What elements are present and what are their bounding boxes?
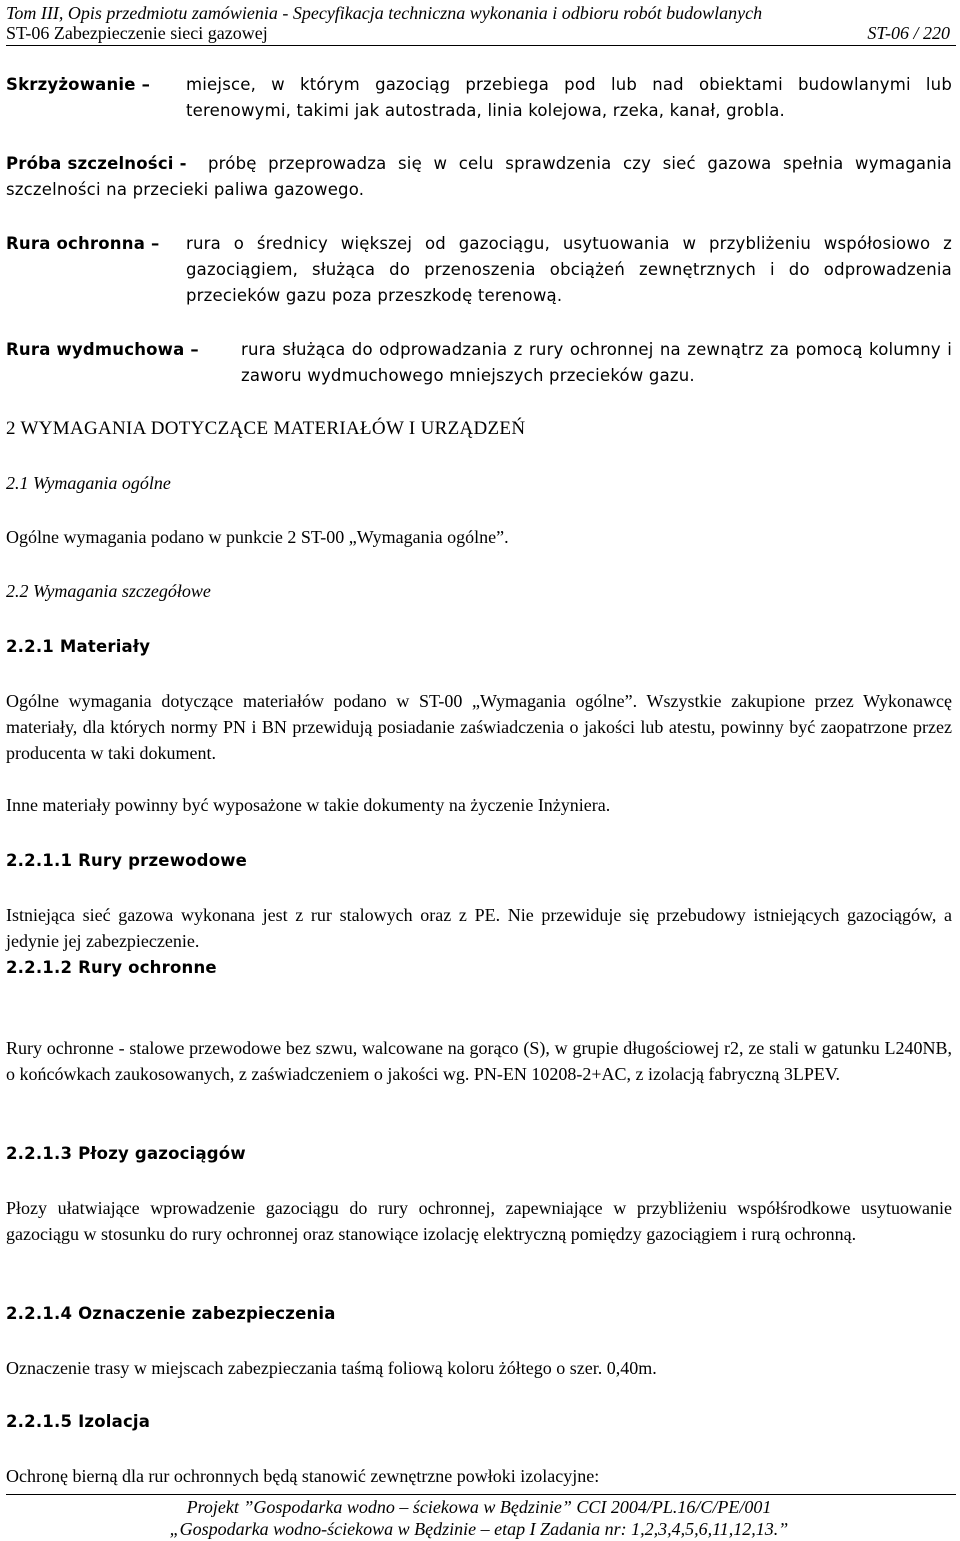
subsection-heading-2-1: 2.1 Wymagania ogólne (6, 473, 171, 493)
subsection-heading-2-2-1-3: 2.2.1.3 Płozy gazociągów (6, 1144, 246, 1163)
header-subtitle (6, 22, 952, 44)
paragraph-2-1: Ogólne wymagania podano w punkcie 2 ST-00 „Wymagania ogólne”. (6, 527, 509, 547)
footer-task: „Gospodarka wodno-ściekowa w Będzinie – etap I Zadania nr: 1,2,3,4,5,6,11,12,13.” (169, 1519, 789, 1539)
definition-desc (6, 151, 952, 203)
subsection-heading-2-2-1-1: 2.2.1.1 Rury przewodowe (6, 851, 248, 870)
section-heading: 2 WYMAGANIA DOTYCZĄCE MATERIAŁÓW I URZĄDZEŃ (6, 418, 526, 439)
subsection-heading-2-2-1-5: 2.2.1.5 Izolacja (6, 1412, 151, 1431)
header-page-number: ST-06 / 220 (867, 23, 950, 43)
subsection-heading-2-2-1-2: 2.2.1.2 Rury ochronne (6, 958, 217, 977)
paragraph-2-2-1-1: Istniejąca sieć gazowa wykonana jest z rur stalowych oraz z PE. Nie przewiduje się przebudowy istniejących gazociągów, a jedynie jej zabezpieczenie. (6, 905, 952, 951)
paragraph-2-2-1-b: Inne materiały powinny być wyposażone w takie dokumenty na życzenie Inżyniera. (6, 795, 611, 815)
definition-desc: miejsce, w którym gazociąg przebiega pod lub nad obiektami budowlanymi lub terenowymi, takimi jak autostrada, linia kolejowa, rzeka, kanał, grobla. (186, 75, 952, 120)
definition-term: Rura ochronna – (6, 234, 160, 253)
paragraph-2-2-1-3: Płozy ułatwiające wprowadzenie gazociągu do rury ochronnej, zapewniające w przybliżeniu współśrodkowe usytuowanie gazociągu w stosunku do rury ochronnej oraz stanowiące izolację elektryczną pomiędzy gazociągiem i rurą ochronną. (6, 1198, 952, 1244)
paragraph-2-2-1-5: Ochronę bierną dla rur ochronnych będą stanowić zewnętrzne powłoki izolacyjne: (6, 1466, 600, 1486)
definition-term: Rura wydmuchowa – (6, 340, 199, 359)
footer-divider (6, 1494, 956, 1495)
definition-desc: rura służąca do odprowadzania z rury ochronnej na zewnątrz za pomocą kolumny i zaworu wydmuchowego mniejszych przecieków gazu. (241, 340, 952, 385)
paragraph-2-2-1-4: Oznaczenie trasy w miejscach zabezpieczania taśmą foliową koloru żółtego o szer. 0,40m. (6, 1358, 657, 1378)
subsection-heading-2-2-1-4: 2.2.1.4 Oznaczenie zabezpieczenia (6, 1304, 336, 1323)
header-divider (6, 45, 956, 46)
definition-term: Skrzyżowanie – (6, 75, 151, 94)
definition-desc: rura o średnicy większej od gazociągu, usytuowania w przybliżeniu współosiowo z gazociągiem, służąca do przenoszenia obciążeń zewnętrznych i do odprowadzenia przecieków gazu poza przeszkodę terenową. (186, 234, 952, 305)
footer-project: Projekt ”Gospodarka wodno – ściekowa w Będzinie” CCI 2004/PL.16/C/PE/001 (186, 1497, 772, 1517)
subsection-heading-2-2-1: 2.2.1 Materiały (6, 637, 151, 656)
definition-desc-text: próbę przeprowadza się w celu sprawdzenia czy sieć gazowa spełnia wymagania szczelności na przecieki paliwa gazowego. (6, 154, 952, 199)
paragraph-2-2-1-2: Rury ochronne - stalowe przewodowe bez szwu, walcowane na gorąco (S), w grupie długościowej r2, ze stali w gatunku L240NB, o końcówkach zaukosowanych, z zaświadczeniem o jakości wg. PN-EN 10208-2+AC, z izolacją fabryczną 3LPEV. (6, 1038, 952, 1084)
subsection-heading-2-2: 2.2 Wymagania szczegółowe (6, 581, 211, 601)
paragraph-2-2-1-a: Ogólne wymagania dotyczące materiałów podano w ST-00 „Wymagania ogólne”. Wszystkie zakupione przez Wykonawcę materiały, dla których normy PN i BN przewidują posiadanie zaświadczenia o jakości lub atestu, powinny być zaopatrzone przez producenta w taki dokument. (6, 691, 952, 763)
header-title: Tom III, Opis przedmiotu zamówienia - Specyfikacja techniczna wykonania i odbioru robót budowlanych (6, 3, 763, 23)
header-spec-name: ST-06 Zabezpieczenie sieci gazowej (6, 23, 268, 43)
definition-term: Próba szczelności - (6, 154, 187, 173)
